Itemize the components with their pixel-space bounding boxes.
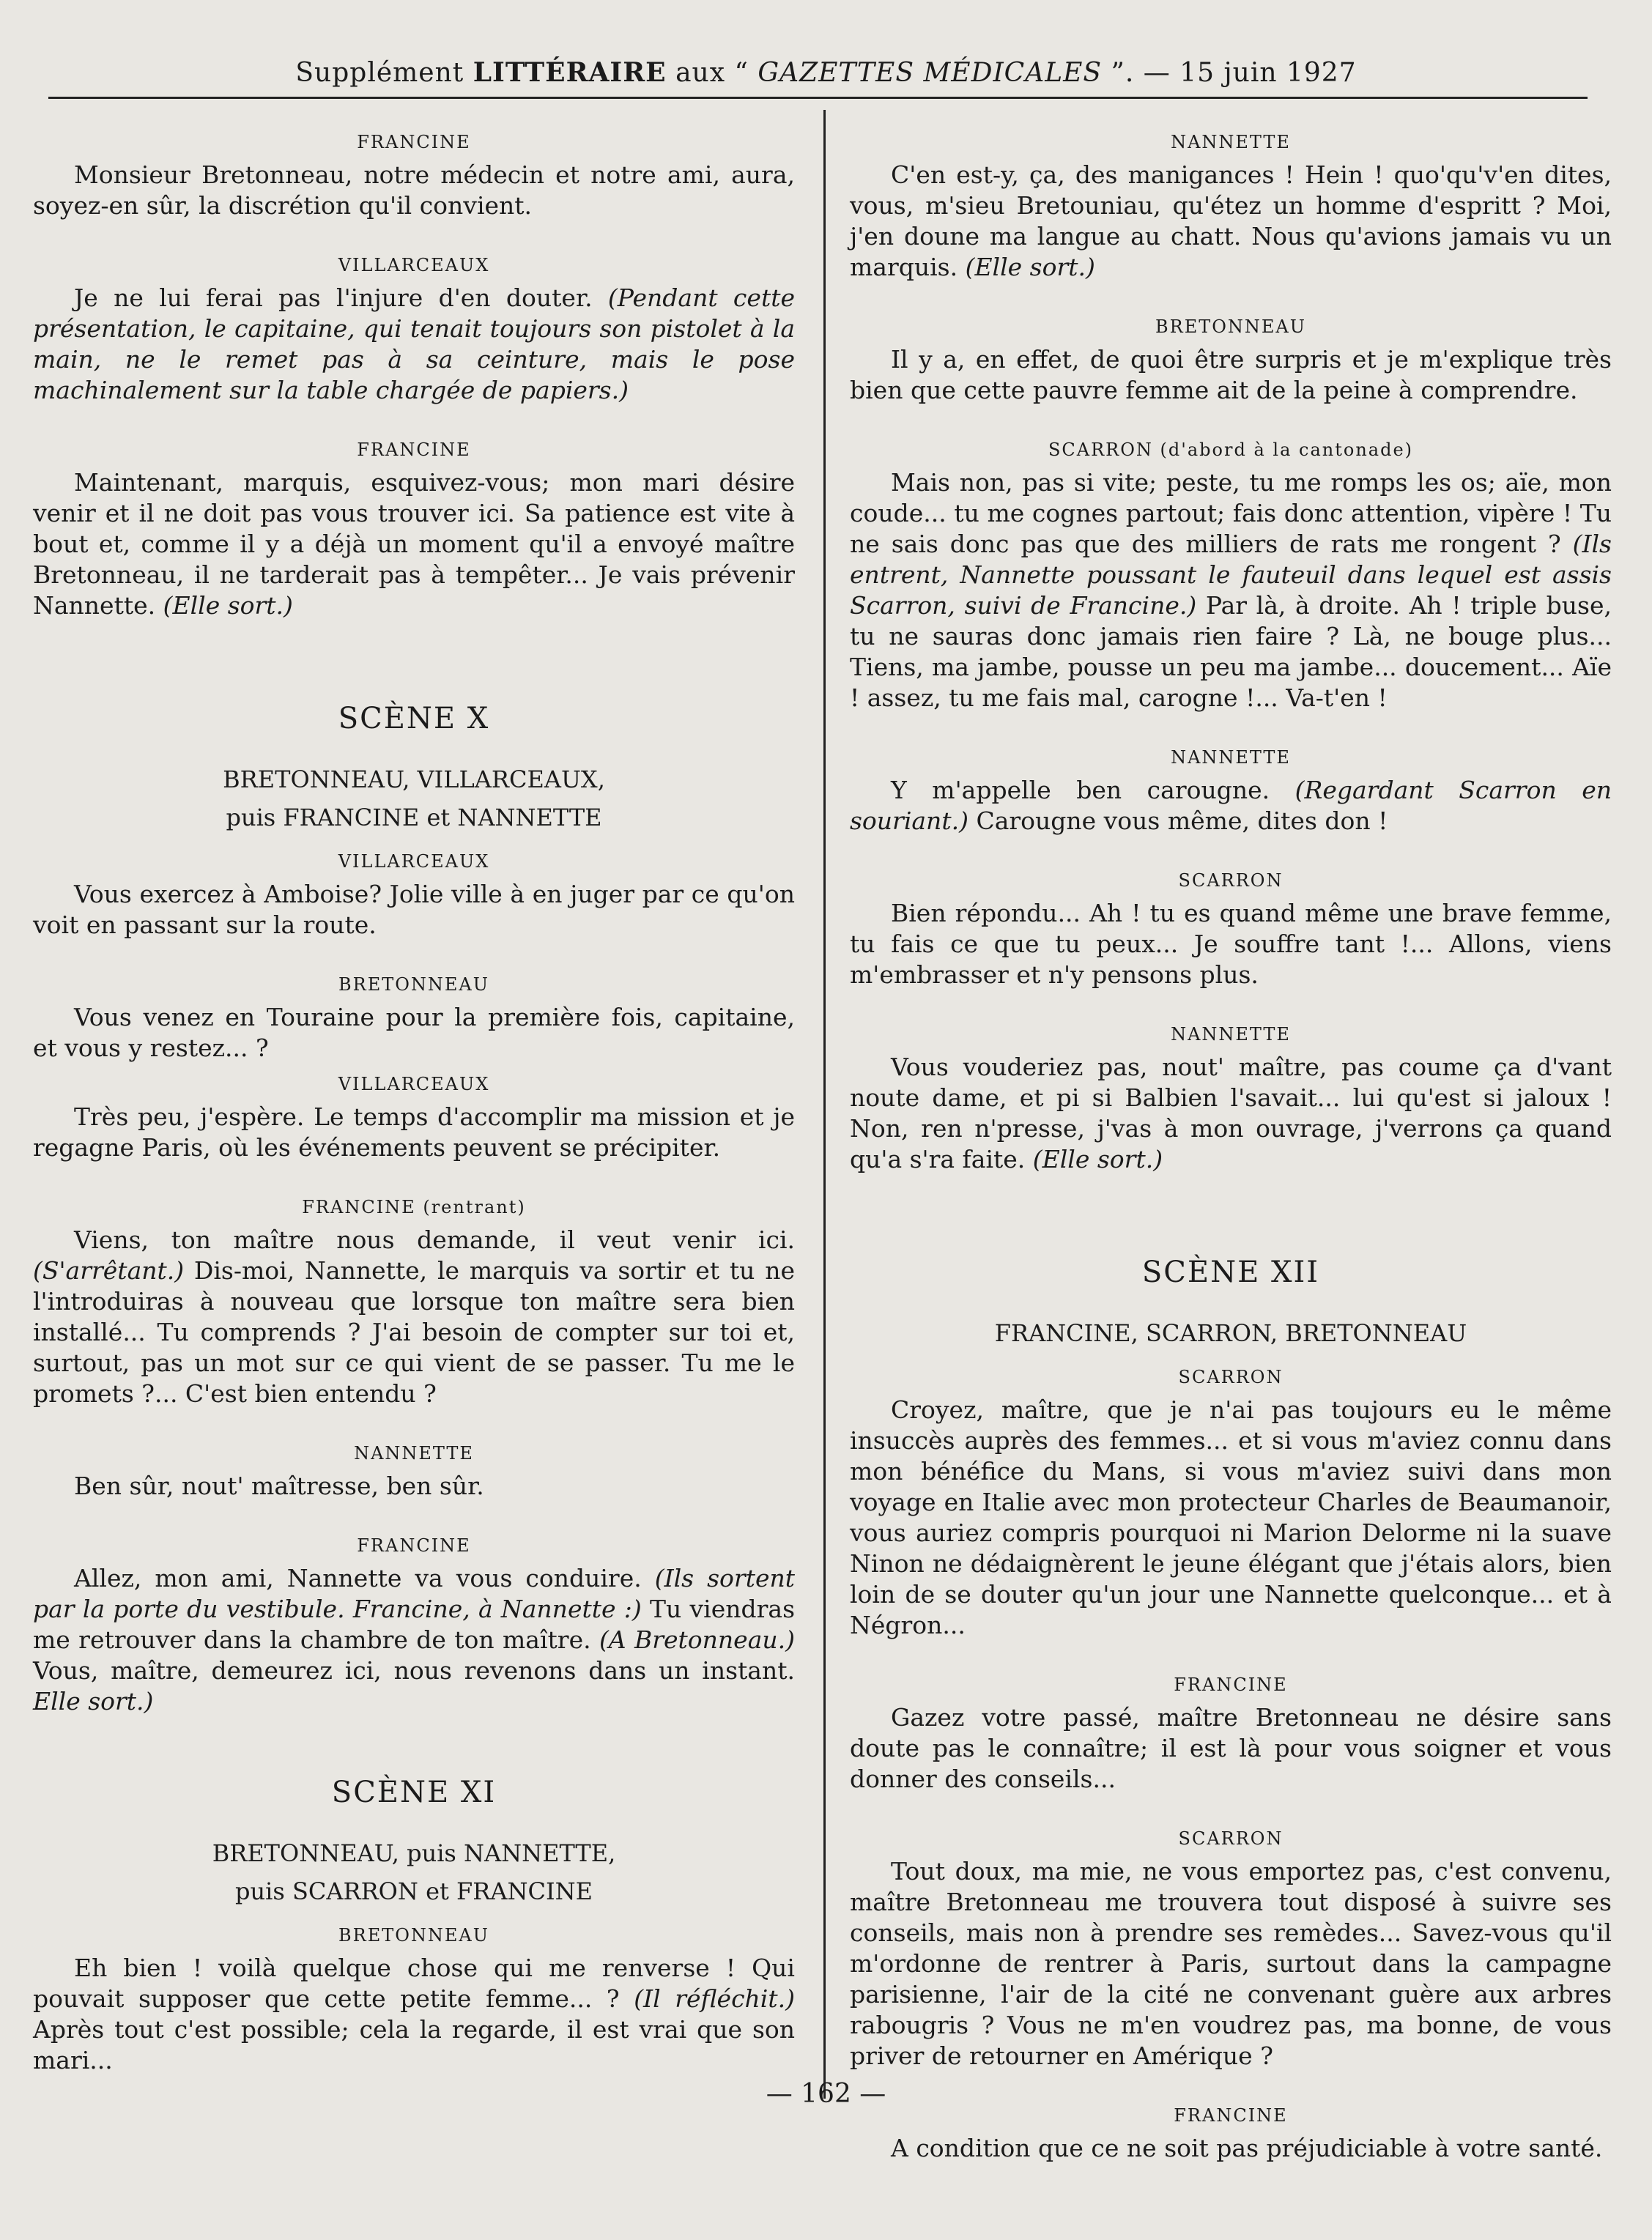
dialogue-text: Tout doux, ma mie, ne vous emportez pas, c'est convenu, maître Bretonneau me trouvera tout disposé à suivre ses conseils, mais non à prendre ses remèdes... Savez-vous qu'il m'ordonne de rentrer à Paris, surtout dans la campagne parisienne, l'air de la cité ne convenant guère aux arbres rabougris ? Vous ne m'en voudrez pas, ma bonne, de vous priver de retourner en Amérique ? [850, 1857, 1612, 2070]
page-number: — 162 — [766, 2079, 886, 2109]
scene-characters: FRANCINE, SCARRON, BRETONNEAU [994, 1319, 1467, 1347]
stage-direction: (Ils entrent, Nannette poussant le fauteuil dans lequel est assis Scarron, suivi de Francine.) [850, 530, 1612, 620]
right-column [850, 132, 1612, 2164]
dialogue-text: C'en est-y, ça, des manigances ! Hein ! quo'qu'v'en dites, vous, m'sieu Bretouniau, qu'étez un homme d'espritt ? Moi, j'en doune ma langue au chatt. Nous qu'avions jamais vu un marquis. (Elle sort.) [850, 160, 1612, 281]
stage-direction: (Elle sort.) [965, 253, 1095, 281]
dialogue-text: Mais non, pas si vite; peste, tu me romps les os; aïe, mon coude... tu me cognes partout; fais donc attention, vipère ! Tu ne sais donc pas que des milliers de rats me rongent ? (Ils entrent, Nannette poussant le fauteuil dans lequel est assis Scarron, suivi de Francine.) Par là, à droite. Ah ! triple buse, tu ne sauras donc jamais rien faire ? Là, ne bouge plus... Tiens, ma jambe, pousse un peu ma jambe... doucement... Aïe ! assez, tu me fais mal, carogne !... Va-t'en ! [850, 468, 1612, 712]
dialogue-text: Allez, mon ami, Nannette va vous conduire. (Ils sortent par la porte du vestibule. Francine, à Nannette :) Tu viendras me retrouver dans la chambre de ton maître. (A Bretonneau.) Vous, maître, demeurez ici, nous revenons dans un instant. Elle sort.) [33, 1564, 796, 1716]
dialogue-text: Il y a, en effet, de quoi être surpris et je m'explique très bien que cette pauvre femme ait de la peine à comprendre. [850, 345, 1612, 404]
dialogue-text: Croyez, maître, que je n'ai pas toujours eu le même insuccès auprès des femmes... et si vous m'aviez connu dans mon bénéfice du Mans, si vous m'aviez suivi dans mon voyage en Italie avec mon protecteur Charles de Beaumanoir, vous auriez compris pourquoi ni Marion Delorme ni la suave Ninon ne dédaignèrent le jeune élégant que j'étais alors, bien loin de se douter qu'un jour une Nannette quelconque... et à Négron... [850, 1395, 1612, 1639]
dialogue-text: Gazez votre passé, maître Bretonneau ne désire sans doute pas le connaître; il est là pour vous soigner et vous donner des conseils... [850, 1703, 1612, 1793]
stage-direction: (Elle sort.) [1032, 1145, 1163, 1173]
header-part: aux “ [666, 58, 758, 88]
scene-characters: BRETONNEAU, puis NANNETTE, puis SCARRON et FRANCINE [212, 1839, 616, 1905]
stage-direction: Elle sort.) [33, 1687, 154, 1716]
column-rule [823, 110, 826, 2099]
speaker-label: VILLARCEAUX [338, 255, 490, 275]
speaker-label: FRANCINE [357, 132, 471, 152]
dialogue-text: Maintenant, marquis, esquivez-vous; mon mari désire venir et il ne doit pas vous trouver ici. Sa patience est vite à bout et, comme il y a déjà un moment qu'il a envoyé maître Bretonneau, il ne tarderait pas à tempêter... Je vais prévenir Nannette. (Elle sort.) [33, 468, 795, 620]
speaker-label: SCARRON [1178, 1828, 1284, 1849]
header-part: LITTÉRAIRE [473, 57, 667, 88]
dialogue-text: Je ne lui ferai pas l'injure d'en douter. (Pendant cette présentation, le capitaine, qui tenait toujours son pistolet à la main, ne le remet pas à sa ceinture, mais le pose machinalement sur la table chargée de papiers.) [33, 283, 795, 404]
header-rule [48, 97, 1588, 99]
dialogue-text: Vous vouderiez pas, nout' maître, pas coume ça d'vant noute dame, et pi si Balbien l'savait... lui qu'est si jaloux ! Non, ren n'presse, j'vas à mon ouvrage, j'verrons ça quand qu'a s'ra faite. (Elle sort.) [850, 1053, 1612, 1173]
speaker-label: FRANCINE [357, 1535, 471, 1556]
dialogue-text: Y m'appelle ben carougne. (Regardant Scarron en souriant.) Carougne vous même, dites don ! [850, 776, 1612, 835]
speaker-label: VILLARCEAUX [338, 851, 490, 872]
speaker-label: SCARRON [1178, 1367, 1284, 1387]
scene-title: SCÈNE XII [1141, 1256, 1320, 1289]
dialogue-text: Viens, ton maître nous demande, il veut venir ici. (S'arrêtant.) Dis-moi, Nannette, le marquis va sortir et tu ne l'introduiras à nouveau que lorsque ton maître sera bien installé... Tu comprends ? J'ai besoin de compter sur toi et, surtout, pas un mot sur ce qui vient de se passer. Tu me le promets ?... C'est bien entendu ? [33, 1225, 795, 1408]
stage-direction: (Il réfléchit.) [634, 1984, 795, 2013]
stage-direction: (S'arrêtant.) [33, 1256, 185, 1285]
speaker-label: SCARRON (d'abord à la cantonade) [1048, 440, 1414, 460]
dialogue-text: Eh bien ! voilà quelque chose qui me renverse ! Qui pouvait supposer que cette petite femme... ? (Il réfléchit.) Après tout c'est possible; cela la regarde, il est vrai que son mari... [33, 1954, 795, 2074]
dialogue-text: Vous venez en Touraine pour la première fois, capitaine, et vous y restez... ? [33, 1003, 795, 1062]
running-header [0, 57, 1652, 88]
scene-title: SCÈNE X [338, 702, 490, 735]
scene-characters: BRETONNEAU, VILLARCEAUX, puis FRANCINE et NANNETTE [223, 765, 605, 831]
stage-direction: (Elle sort.) [163, 591, 293, 620]
speaker-label: FRANCINE [1174, 1675, 1288, 1695]
dialogue-text: Ben sûr, nout' maîtresse, ben sûr. [74, 1472, 484, 1500]
speaker-label: SCARRON [1178, 870, 1284, 891]
header-journal: GAZETTES MÉDICALES [758, 58, 1103, 88]
dialogue-text: A condition que ce ne soit pas préjudiciable à votre santé. [891, 2134, 1603, 2162]
speaker-label: VILLARCEAUX [338, 1074, 490, 1094]
stage-direction: (A Bretonneau.) [599, 1625, 795, 1654]
dialogue-text: Vous exercez à Amboise? Jolie ville à en juger par ce qu'on voit en passant sur la route. [33, 880, 795, 939]
dialogue-text: Bien répondu... Ah ! tu es quand même une brave femme, tu fais ce que tu peux... Je souffre tant !... Allons, viens m'embrasser et n'y pensons plus. [850, 899, 1612, 989]
speaker-label: FRANCINE [1174, 2105, 1288, 2126]
speaker-label: FRANCINE [357, 440, 471, 460]
speaker-label: BRETONNEAU [338, 974, 489, 995]
header-part: Supplément [295, 58, 473, 88]
speaker-label: NANNETTE [1171, 747, 1291, 768]
speaker-label: BRETONNEAU [338, 1925, 489, 1946]
speaker-label: NANNETTE [354, 1443, 474, 1464]
speaker-label: FRANCINE (rentrant) [302, 1197, 526, 1217]
stage-direction: (Regardant Scarron en souriant.) [850, 776, 1612, 835]
left-column [33, 132, 795, 2076]
header-date: ”. — 15 juin 1927 [1102, 58, 1357, 88]
stage-direction: (Ils sortent par la porte du vestibule. Francine, à Nannette :) [33, 1564, 795, 1623]
stage-direction: (Pendant cette présentation, le capitaine, qui tenait toujours son pistolet à la main, ne le remet pas à sa ceinture, mais le pose machinalement sur la table chargée de papiers.) [33, 283, 795, 404]
dialogue-text: Monsieur Bretonneau, notre médecin et notre ami, aura, soyez-en sûr, la discrétion qu'il convient. [33, 160, 795, 220]
speaker-label: NANNETTE [1171, 132, 1291, 152]
dialogue-text: Très peu, j'espère. Le temps d'accomplir ma mission et je regagne Paris, où les événements peuvent se précipiter. [33, 1102, 795, 1162]
scene-title: SCÈNE XI [331, 1776, 497, 1809]
speaker-label: NANNETTE [1171, 1024, 1291, 1045]
speaker-label: BRETONNEAU [1155, 316, 1306, 337]
